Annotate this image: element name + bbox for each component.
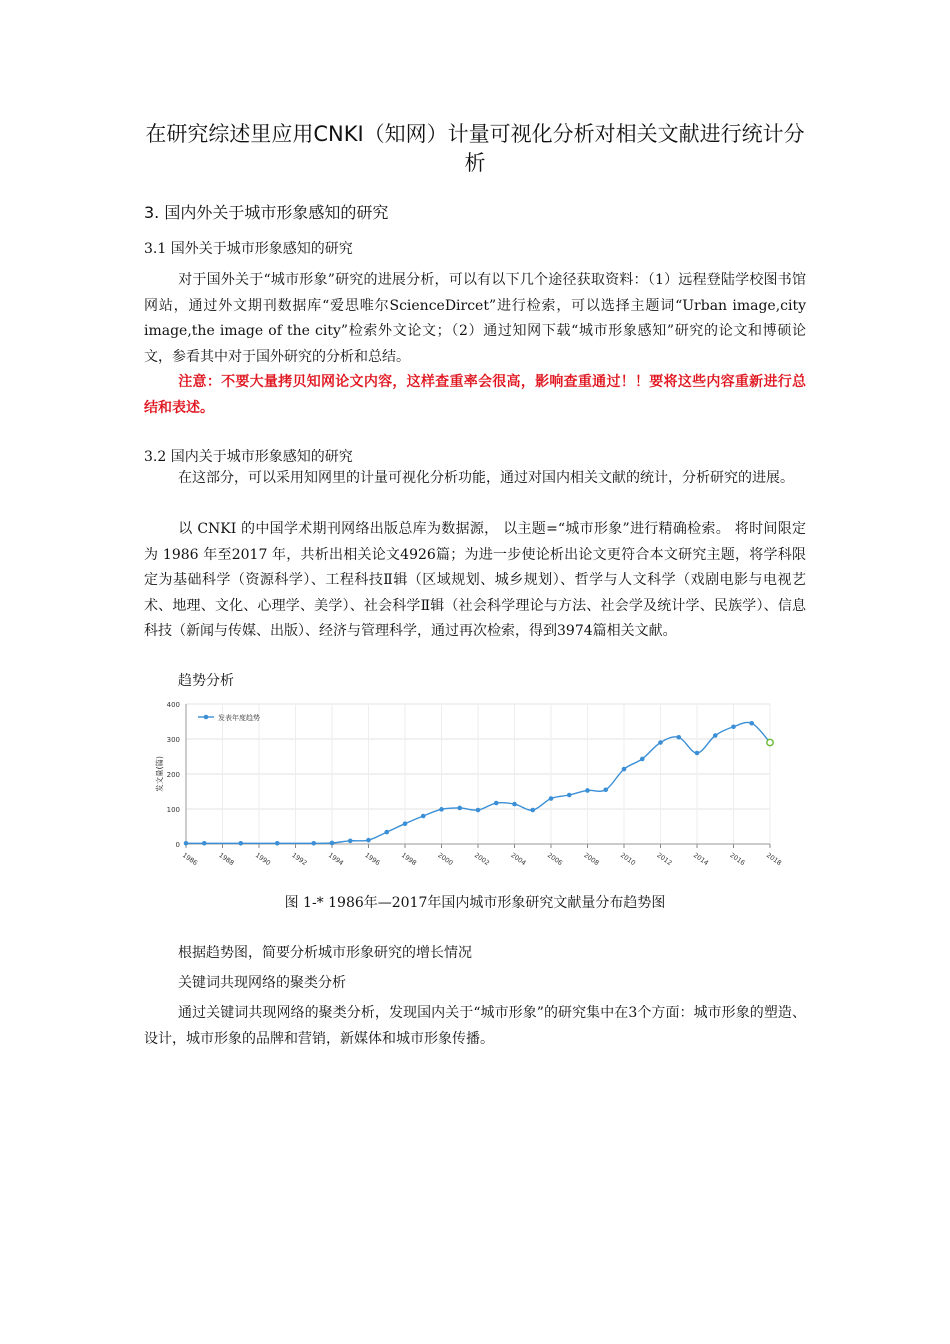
x-tick-label: 2006 [545,851,564,868]
data-point [439,807,444,812]
x-tick-label: 1990 [253,851,272,868]
x-tick-label: 2002 [472,851,491,868]
data-point [421,814,426,819]
x-tick-label: 2016 [728,851,747,868]
data-point [494,801,499,806]
data-point [202,841,207,846]
data-point [384,830,389,835]
paragraph-2: 在这部分，可以采用知网里的计量可视化分析功能，通过对国内相关文献的统计，分析研究的进展。 [178,470,794,486]
page-title: 在研究综述里应用CNKI（知网）计量可视化分析对相关文献进行统计分析 [145,122,805,175]
x-tick-label: 2008 [582,851,601,868]
y-tick-label: 0 [175,841,180,849]
data-point [622,767,627,772]
paragraph-1: 对于国外关于“城市形象”研究的进展分析，可以有以下几个途径获取资料：（1）远程登陆学校图书馆网站，通过外文期刊数据库“爱思唯尔ScienceDircet”进行检索，可以选择主题词“Urban image,city image,the image of the city”检索外文论文；（2）通过知网下载“城市形象感知”研究的论文和博硕论文，参看其中对于国外研究的分析和总结。 [144,272,806,365]
data-point [676,735,681,740]
x-tick-label: 2014 [691,851,710,868]
data-point [457,806,462,811]
y-tick-label: 200 [166,771,180,779]
data-point [275,841,280,846]
data-point [567,793,572,798]
legend-label: 发表年度趋势 [218,714,260,722]
data-point [695,751,700,756]
x-tick-label: 2018 [764,851,783,868]
data-point [348,839,353,844]
x-tick-label: 2000 [436,851,455,868]
y-tick-label: 100 [166,806,180,814]
x-tick-label: 2012 [655,851,674,868]
x-tick-label: 1996 [363,851,382,868]
data-point [767,739,773,745]
data-point [366,838,371,843]
y-tick-label: 300 [166,736,180,744]
warning-note: 注意：不要大量拷贝知网论文内容，这样查重率会很高，影响查重通过！！要将这些内容重新进行总结和表述。 [144,374,806,416]
trend-line-chart [150,698,783,873]
data-point [749,721,754,726]
paragraph-3: 以 CNKI 的中国学术期刊网络出版总库为数据源， 以主题=“城市形象”进行精确检索。 将时间限定为 1986 年至2017 年，共析出相关论文4926篇；为进一步使论析出论文更符合本文研究主题，将学科限定为基础科学（资源科学）、工程科技Ⅱ辑（区域规划、城乡规划）、哲学与人文科学（戏剧电影与电视艺术、地理、文化、心理学、美学）、社会科学Ⅱ辑（社会科学理论与方法、社会学及统计学、民族学）、信息科技（新闻与传媒、出版）、经济与管理科学，通过再次检索，得到3974篇相关文献。 [144,521,806,640]
x-tick-label: 2010 [618,851,637,868]
x-tick-label: 1992 [290,851,309,868]
figure-caption: 图 1-* 1986年—2017年国内城市形象研究文献量分布趋势图 [284,895,666,911]
analysis-prompt-1: 根据趋势图，简要分析城市形象研究的增长情况 [178,945,472,961]
paragraph-4: 通过关键词共现网络的聚类分析，发现国内关于“城市形象”的研究集中在3个方面：城市形象的塑造、设计，城市形象的品牌和营销，新媒体和城市形象传播。 [144,1005,806,1047]
data-point [713,733,718,738]
x-tick-label: 2004 [509,851,528,868]
data-point [512,802,517,807]
trend-heading: 趋势分析 [178,673,234,689]
data-point [731,724,736,729]
x-tick-label: 1994 [326,851,345,868]
section-3-1-heading: 3.1 国外关于城市形象感知的研究 [144,241,353,257]
data-point [640,757,645,762]
x-tick-label: 1988 [217,851,236,868]
data-point [184,841,189,846]
section-3-heading: 3. 国内外关于城市形象感知的研究 [144,203,389,222]
data-point [530,808,535,813]
data-point [311,841,316,846]
analysis-prompt-2: 关键词共现网络的聚类分析 [178,975,346,991]
data-point [238,841,243,846]
legend-swatch-dot [204,715,209,720]
y-tick-label: 400 [166,701,180,709]
data-point [585,788,590,793]
x-tick-label: 1998 [399,851,418,868]
data-point [549,796,554,801]
data-point [658,740,663,745]
x-tick-label: 1986 [180,851,199,868]
data-point [330,841,335,846]
section-3-2-heading: 3.2 国内关于城市形象感知的研究 [144,449,353,465]
data-point [476,808,481,813]
data-point [603,787,608,792]
data-point [403,821,408,826]
y-axis-label: 发文量(篇) [155,756,164,792]
